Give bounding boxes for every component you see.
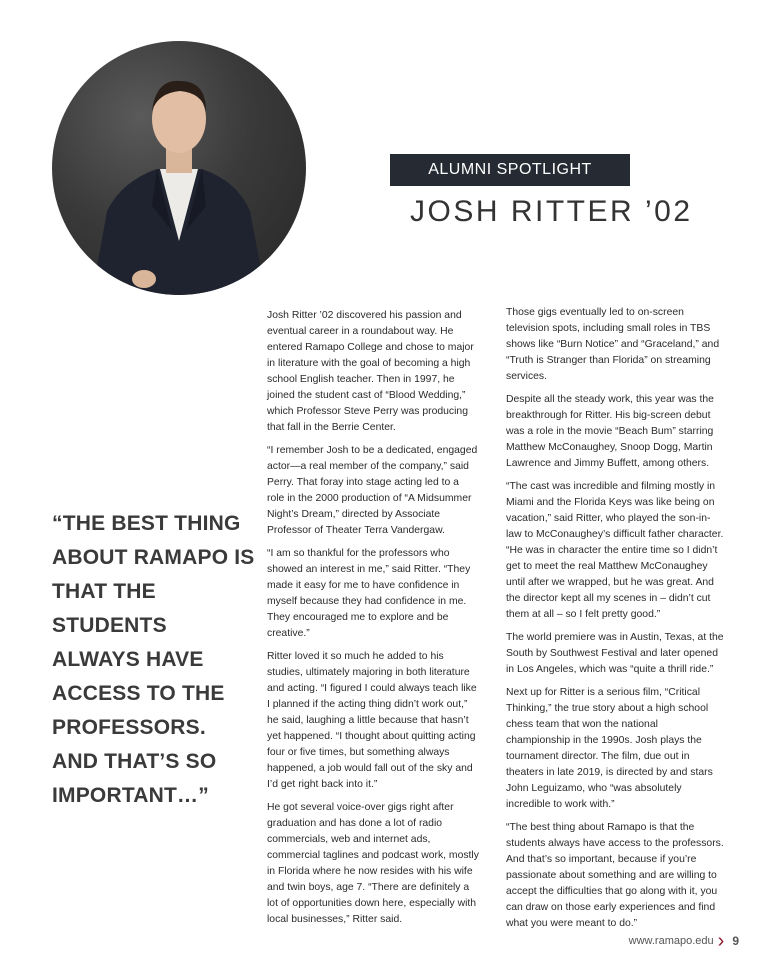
paragraph: “I remember Josh to be a dedicated, engaged actor—a real member of the company,” said Perry. That foray into stage acting led to a role in the 2000 production of “A Midsummer Night’s Dream,” directed by Associate Professor of Theater Terra Vandergaw. — [267, 445, 478, 536]
chevron-right-icon: › — [717, 930, 725, 952]
paragraph: Ritter loved it so much he added to his studies, ultimately majoring in both literature and acting. “I figured I could always teach like I planned if the acting thing didn’t work out,” he said, laughing a little because that hasn’t yet happened. “I thought about quitting acting four or five times, but something always happened, a job would fall out of the sky and I’d get right back into it.” — [267, 651, 477, 790]
paragraph: Those gigs eventually led to on-screen television spots, including small roles in TBS shows like “Burn Notice” and “Graceland,” and “Truth is Stranger than Florida” on streaming services. — [506, 307, 720, 382]
article-column-1 — [267, 308, 479, 935]
section-tag: ALUMNI SPOTLIGHT — [390, 154, 630, 186]
article-column-2 — [506, 305, 724, 939]
paragraph: Next up for Ritter is a serious film, “Critical Thinking,” the true story about a high school chess team that won the national championship in the 1990s. Josh plays the tournament director. The film, due out in theaters in late 2019, is directed by and stars John Leguizamo, who “was absolutely incredible to work with.” — [506, 687, 713, 810]
paragraph: Despite all the steady work, this year was the breakthrough for Ritter. His big-screen debut was a role in the movie “Beach Bum” starring Matthew McConaughey, Snoop Dogg, Martin Lawrence and Jimmy Buffett, among others. — [506, 394, 714, 469]
paragraph: He got several voice-over gigs right after graduation and has done a lot of radio commercials, web and internet ads, commercial taglines and podcast work, mostly in Florida where he now resides with his wife and twin boys, age 7. “There are definitely a lot of opportunities down here, especially with local businesses,” Ritter said. — [267, 802, 479, 925]
page-number: 9 — [732, 934, 739, 948]
page-footer — [629, 931, 739, 951]
pull-quote: “THE BEST THING ABOUT RAMAPO IS THAT THE STUDENTS ALWAYS HAVE ACCESS TO THE PROFESSORS. AND THAT’S SO IMPORTANT…” — [52, 512, 255, 807]
paragraph: Josh Ritter ’02 discovered his passion and eventual career in a roundabout way. He entered Ramapo College and chose to major in literature with the goal of becoming a high school English teacher. Then in 1997, he joined the student cast of “Blood Wedding,” which Professor Steve Perry was producing that fall in the Berrie Center. — [267, 310, 474, 433]
paragraph: “I am so thankful for the professors who showed an interest in me,” said Ritter. “They made it easy for me to have confidence in myself because they had confidence in me. They encouraged me to explore and be creative.” — [267, 548, 471, 639]
paragraph: The world premiere was in Austin, Texas, at the South by Southwest Festival and later opened in Los Angeles, which was “quite a thrill ride.” — [506, 632, 724, 675]
footer-url[interactable]: www.ramapo.edu — [628, 935, 714, 947]
portrait-illustration — [52, 41, 306, 295]
article-title: JOSH RITTER ’02 — [410, 195, 693, 228]
paragraph: “The best thing about Ramapo is that the students always have access to the professors. And that’s so important, because if you’re passionate about something and are willing to accept the difficulties that go along with it, you can draw on those early experiences and find what you were meant to do.” — [506, 822, 724, 929]
portrait-photo — [52, 41, 306, 295]
paragraph: “The cast was incredible and filming mostly in Miami and the Florida Keys was like being on vacation,” said Ritter, who played the son-in-law to McConaughey’s difficult father character. “He was in character the entire time so I didn’t get to meet the real Matthew McConaughey until after we wrapped, but he was great. And the director kept all my scenes in – didn’t cut them at all – so I felt pretty good.” — [506, 481, 724, 620]
